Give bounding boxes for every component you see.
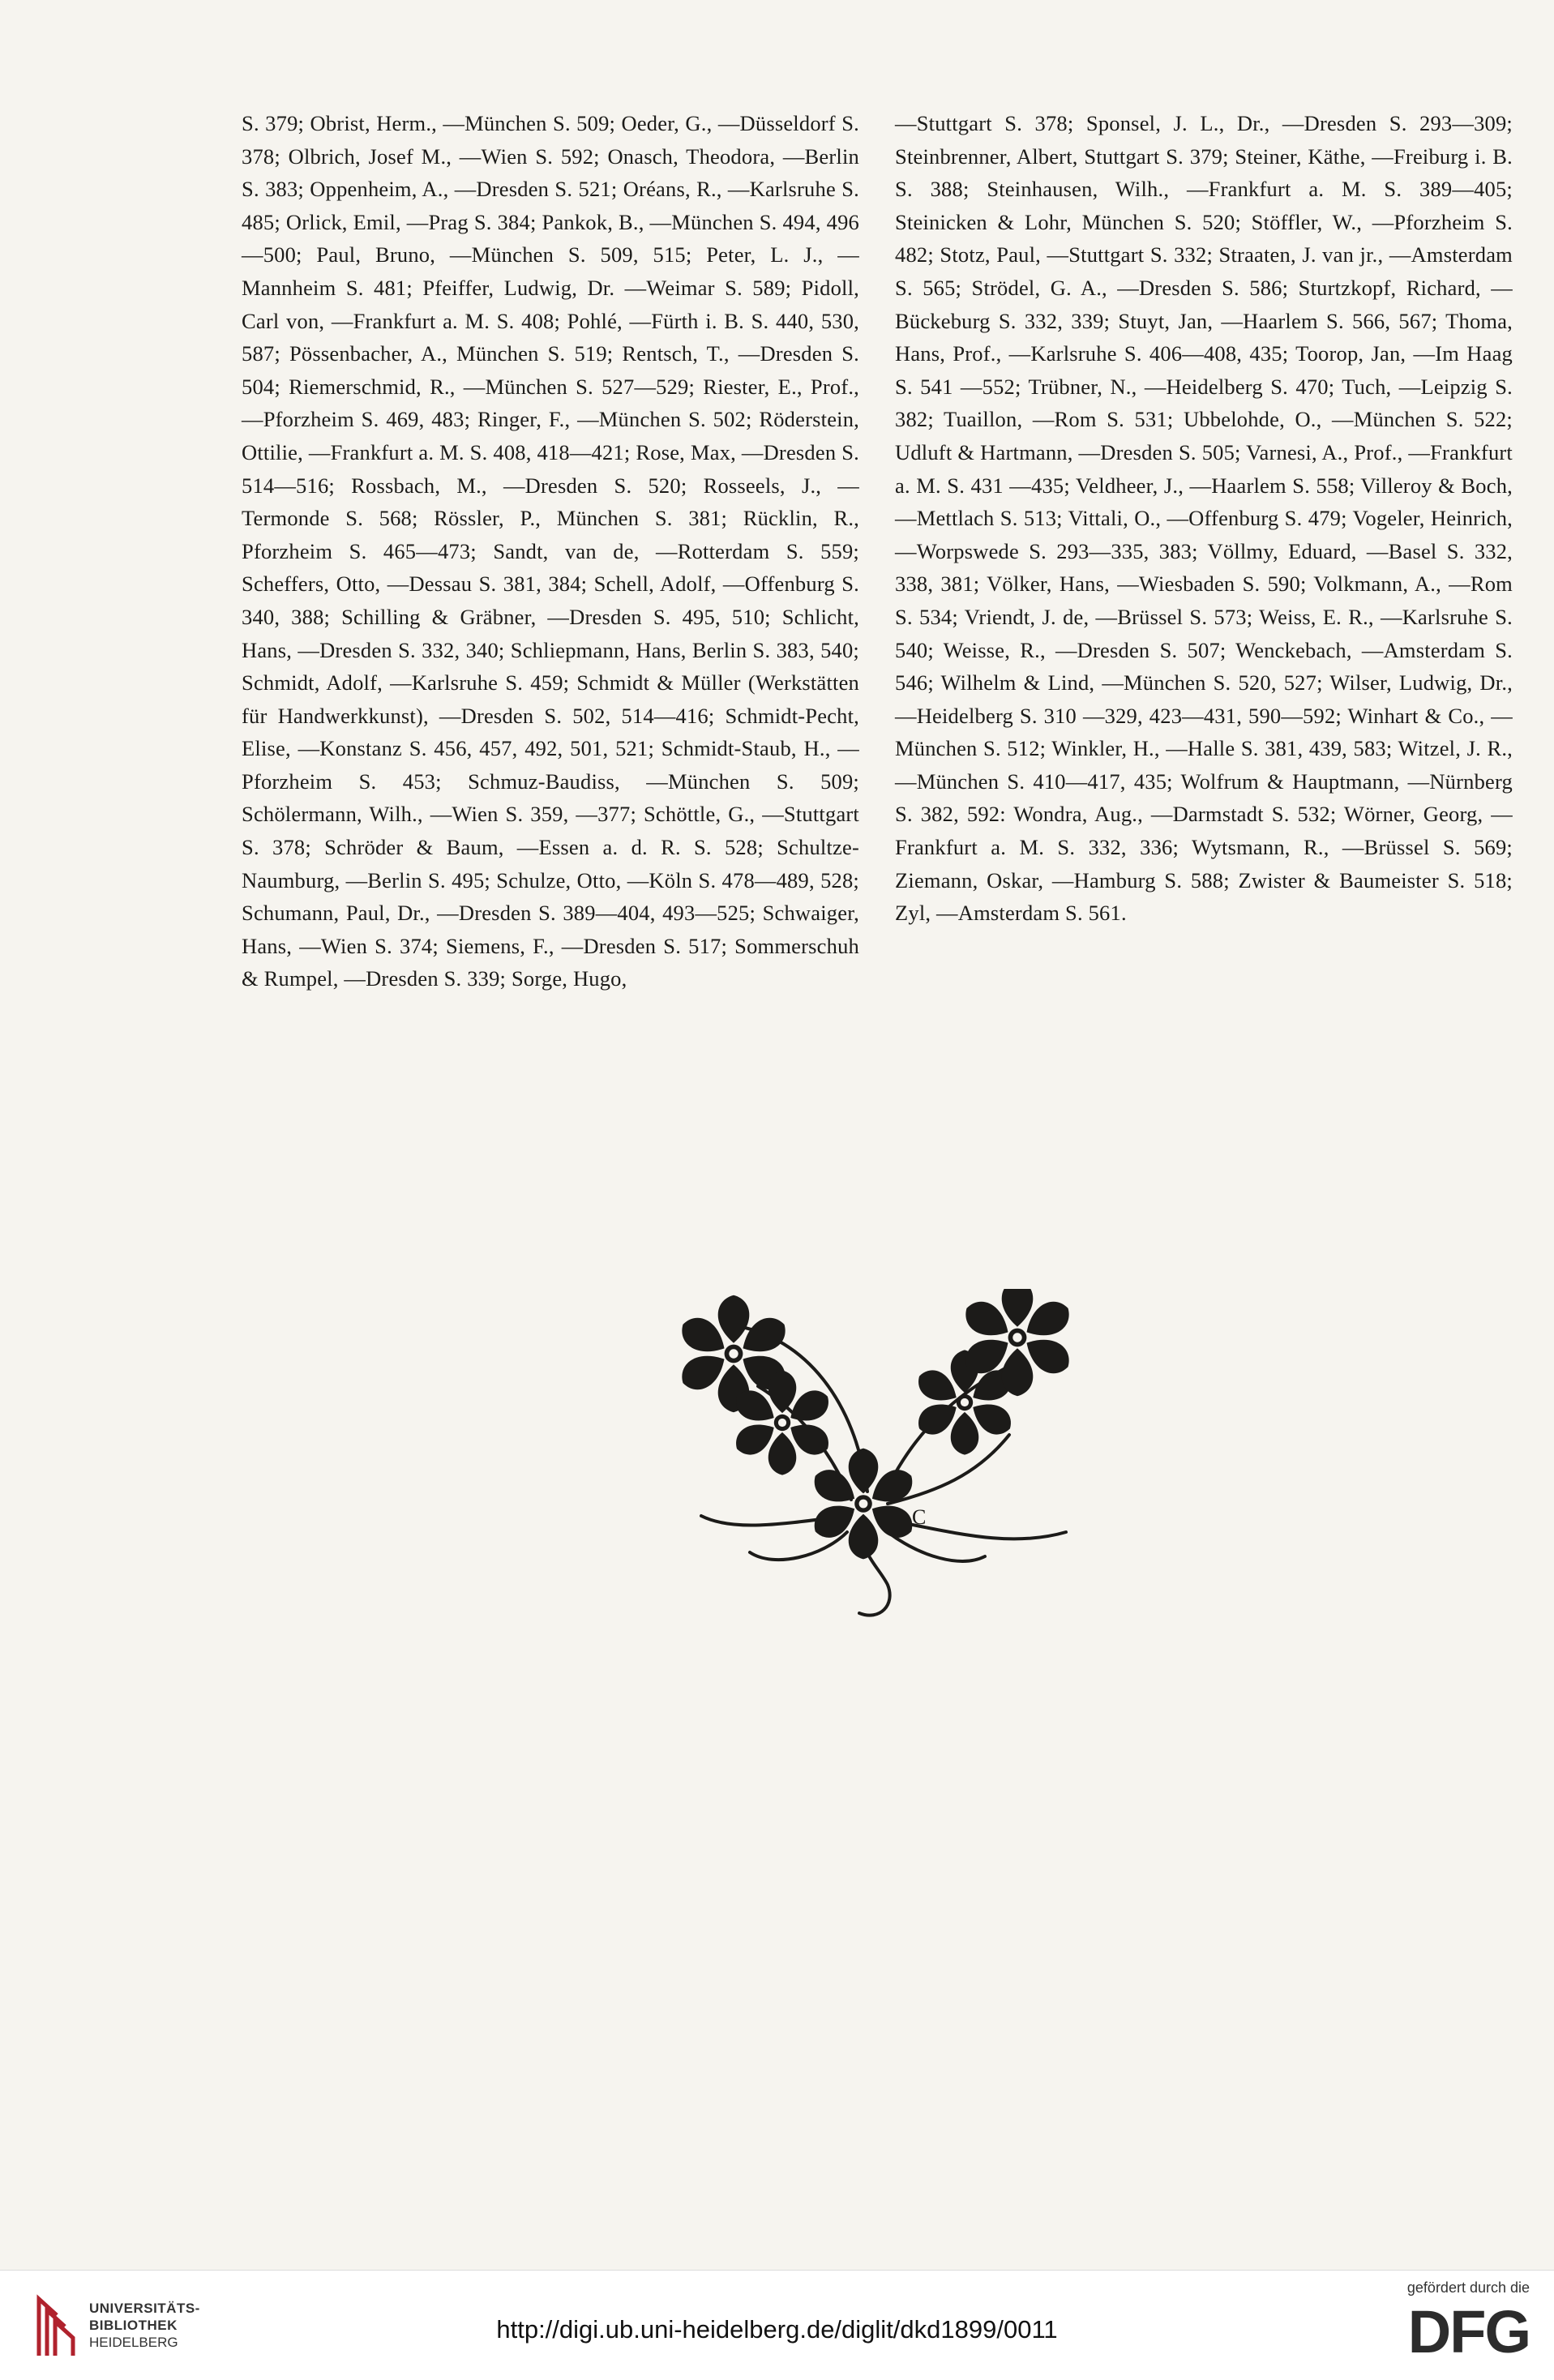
dfg-wordmark: DFG	[1407, 2298, 1530, 2365]
index-columns	[242, 107, 1513, 995]
flower-ornament-icon	[644, 1289, 1098, 1646]
library-name-line2: BIBLIOTHEK	[89, 2317, 178, 2333]
ornament-monogram: C	[912, 1505, 927, 1529]
index-left-column: S. 379; Obrist, Herm., —München S. 509; Oeder, G., —Düsseldorf S. 378; Olbrich, Josef M., —Wien S. 592; Onasch, Theodora, —Berlin S. 383; Oppenheim, A., —Dresden S. 521; Oréans, R., —Karlsruhe S. 485; Orlick, Emil, —Prag S. 384; Pankok, B., —München S. 494, 496—500; Paul, Bruno, —München S. 509, 515; Peter, L. J., —Mannheim S. 481; Pfeiffer, Ludwig, Dr. —Weimar S. 589; Pidoll, Carl von, —Frankfurt a. M. S. 408; Pohlé, —Fürth i. B. S. 440, 530, 587; Pössenbacher, A., München S. 519; Rentsch, T., —Dresden S. 504; Riemerschmid, R., —München S. 527—529; Riester, E., Prof., —Pforzheim S. 469, 483; Ringer, F., —München S. 502; Röderstein, Ottilie, —Frankfurt a. M. S. 408, 418—421; Rose, Max, —Dresden S. 514—516; Rossbach, M., —Dresden S. 520; Rosseels, J., —Termonde S. 568; Rössler, P., München S. 381; Rücklin, R., Pforzheim S. 465—473; Sandt, van de, —Rotterdam S. 559; Scheffers, Otto, —Dessau S. 381, 384; Schell, Adolf, —Offenburg S. 340, 388; Schilling & Gräbner, —Dresden S. 495, 510; Schlicht, Hans, —Dresden S. 332, 340; Schliepmann, Hans, Berlin S. 383, 540; Schmidt, Adolf, —Karlsruhe S. 459; Schmidt & Müller (Werkstätten für Handwerkkunst), —Dresden S. 502, 514—416; Schmidt-Pecht, Elise, —Konstanz S. 456, 457, 492, 501, 521; Schmidt-Staub, H., —Pforzheim S. 453; Schmuz-Baudiss, —München S. 509; Schölermann, Wilh., —Wien S. 359, —377; Schöttle, G., —Stuttgart S. 378; Schröder & Baum, —Essen a. d. R. S. 528; Schultze-Naumburg, —Berlin S. 495; Schulze, Otto, —Köln S. 478—489, 528; Schumann, Paul, Dr., —Dresden S. 389—404, 493—525; Schwaiger, Hans, —Wien S. 374; Siemens, F., —Dresden S. 517; Sommerschuh & Rumpel, —Dresden S. 339; Sorge, Hugo,	[242, 111, 859, 991]
dfg-funding-logo[interactable]	[1343, 2279, 1530, 2373]
library-name-line1: UNIVERSITÄTS-	[89, 2300, 200, 2316]
library-name-line3: HEIDELBERG	[89, 2334, 178, 2350]
index-right-column: —Stuttgart S. 378; Sponsel, J. L., Dr., —Dresden S. 293—309; Steinbrenner, Albert, Stuttgart S. 379; Steiner, Käthe, —Freiburg i. B. S. 388; Steinhausen, Wilh., —Frankfurt a. M. S. 389—405; Steinicken & Lohr, München S. 520; Stöffler, W., —Pforzheim S. 482; Stotz, Paul, —Stuttgart S. 332; Straaten, J. van jr., —Amsterdam S. 565; Strödel, G. A., —Dresden S. 586; Sturtzkopf, Richard, —Bückeburg S. 332, 339; Stuyt, Jan, —Haarlem S. 566, 567; Thoma, Hans, Prof., —Karlsruhe S. 406—408, 435; Toorop, Jan, —Im Haag S. 541 —552; Trübner, N., —Heidelberg S. 470; Tuch, —Leipzig S. 382; Tuaillon, —Rom S. 531; Ubbelohde, O., —München S. 522; Udluft & Hartmann, —Dresden S. 505; Varnesi, A., Prof., —Frankfurt a. M. S. 431 —435; Veldheer, J., —Haarlem S. 558; Villeroy & Boch, —Mettlach S. 513; Vittali, O., —Offenburg S. 479; Vogeler, Heinrich, —Worpswede S. 293—335, 383; Völlmy, Eduard, —Basel S. 332, 338, 381; Völker, Hans, —Wiesbaden S. 590; Volkmann, A., —Rom S. 534; Vriendt, J. de, —Brüssel S. 573; Weiss, E. R., —Karlsruhe S. 540; Weisse, R., —Dresden S. 507; Wenckebach, —Amsterdam S. 546; Wilhelm & Lind, —München S. 520, 527; Wilser, Ludwig, Dr., —Heidelberg S. 310 —329, 423—431, 590—592; Winhart & Co., —München S. 512; Winkler, H., —Halle S. 381, 439, 583; Witzel, J. R., —München S. 410—417, 435; Wolfrum & Hauptmann, —Nürnberg S. 382, 592: Wondra, Aug., —Darmstadt S. 532; Wörner, Georg, —Frankfurt a. M. S. 332, 336; Wytsmann, R., —Brüssel S. 569; Ziemann, Oskar, —Hamburg S. 588; Zwister & Baumeister S. 518; Zyl, —Amsterdam S. 561.	[895, 111, 1513, 926]
funding-caption: gefördert durch die	[1406, 2279, 1530, 2296]
permalink-url[interactable]: http://digi.ub.uni-heidelberg.de/diglit/dkd1899/0011	[496, 2315, 1058, 2344]
